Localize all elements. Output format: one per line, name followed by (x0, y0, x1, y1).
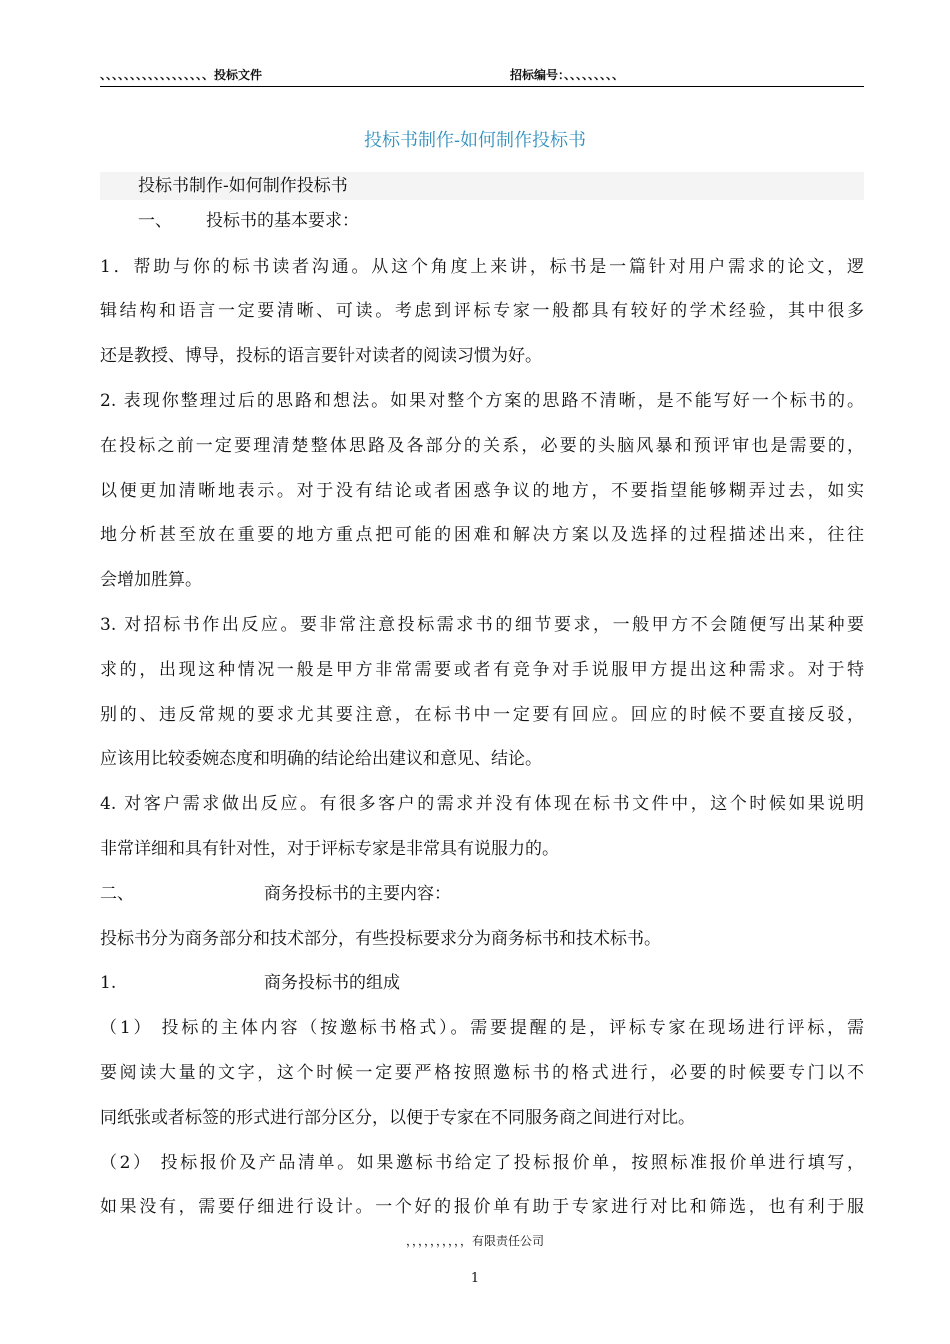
page-number: 1 (470, 1271, 480, 1286)
paragraph-line: 应该用比较委婉态度和明确的结论给出建议和意见、结论。 (100, 749, 542, 769)
paragraph-line: 如果没有，需要仔细进行设计。一个好的报价单有助于专家进行对比和筛选，也有利于服 (100, 1197, 864, 1217)
paragraph-line: 同纸张或者标签的形式进行部分区分，以便于专家在不同服务商之间进行对比。 (100, 1108, 695, 1128)
paragraph-line: 4. 对客户需求做出反应。有很多客户的需求并没有体现在标书文件中，这个时候如果说明 (100, 794, 864, 814)
subtitle-line: 投标书制作-如何制作投标书 (138, 176, 348, 196)
paragraph-line: 投标书分为商务部分和技术部分，有些投标要求分为商务标书和技术标书。 (100, 929, 661, 949)
paragraph-line: 要阅读大量的文字，这个时候一定要严格按照邀标书的格式进行，必要的时候要专门以不 (100, 1063, 864, 1083)
section-marker: 二、 (100, 884, 134, 904)
page-footer-company: ，，，，，，，，，，有限责任公司 (405, 1234, 544, 1248)
header-rule (100, 86, 864, 87)
paragraph-line: 非常详细和具有针对性，对于评标专家是非常具有说服力的。 (100, 839, 559, 859)
page-header (100, 66, 863, 86)
header-tender-number: 招标编号：、、、、、、、、、 (510, 68, 625, 82)
paragraph-line: 在投标之前一定要理清楚整体思路及各部分的关系，必要的头脑风暴和预评审也是需要的， (100, 436, 864, 456)
document-title: 投标书制作-如何制作投标书 (363, 130, 587, 151)
paragraph-line: 辑结构和语言一定要清晰、可读。考虑到评标专家一般都具有较好的学术经验，其中很多 (100, 301, 864, 321)
section-heading: 投标书的基本要求： (206, 211, 359, 231)
paragraph-line: 1．帮助与你的标书读者沟通。从这个角度上来讲，标书是一篇针对用户需求的论文，逻 (100, 257, 864, 277)
paragraph-line: 以便更加清晰地表示。对于没有结论或者困惑争议的地方，不要指望能够糊弄过去，如实 (100, 481, 864, 501)
paragraph-line: 别的、违反常规的要求尤其要注意，在标书中一定要有回应。回应的时候不要直接反驳， (100, 705, 864, 725)
paragraph-line: （1） 投标的主体内容（按邀标书格式）。需要提醒的是，评标专家在现场进行评标，需 (100, 1018, 864, 1038)
section-marker: 一、 (138, 211, 172, 231)
paragraph-line: 求的，出现这种情况一般是甲方非常需要或者有竞争对手说服甲方提出这种需求。对于特 (100, 660, 864, 680)
paragraph-line: 还是教授、博导，投标的语言要针对读者的阅读习惯为好。 (100, 346, 542, 366)
paragraph-line: 地分析甚至放在重要的地方重点把可能的困难和解决方案以及选择的过程描述出来，往往 (100, 525, 864, 545)
section-heading: 商务投标书的主要内容： (264, 884, 451, 904)
paragraph-line: 2. 表现你整理过后的思路和想法。如果对整个方案的思路不清晰，是不能写好一个标书的。 (100, 391, 864, 411)
paragraph-line: （2） 投标报价及产品清单。如果邀标书给定了投标报价单，按照标准报价单进行填写， (100, 1153, 864, 1173)
paragraph-line: 会增加胜算。 (100, 570, 202, 590)
item-marker: 1. (100, 973, 117, 993)
header-document-type: 、、、、、、、、、、、、、、、、、、投标文件 (100, 68, 263, 82)
paragraph-line: 3. 对招标书作出反应。要非常注意投标需求书的细节要求，一般甲方不会随便写出某种要 (100, 615, 864, 635)
item-heading: 商务投标书的组成 (264, 973, 400, 993)
